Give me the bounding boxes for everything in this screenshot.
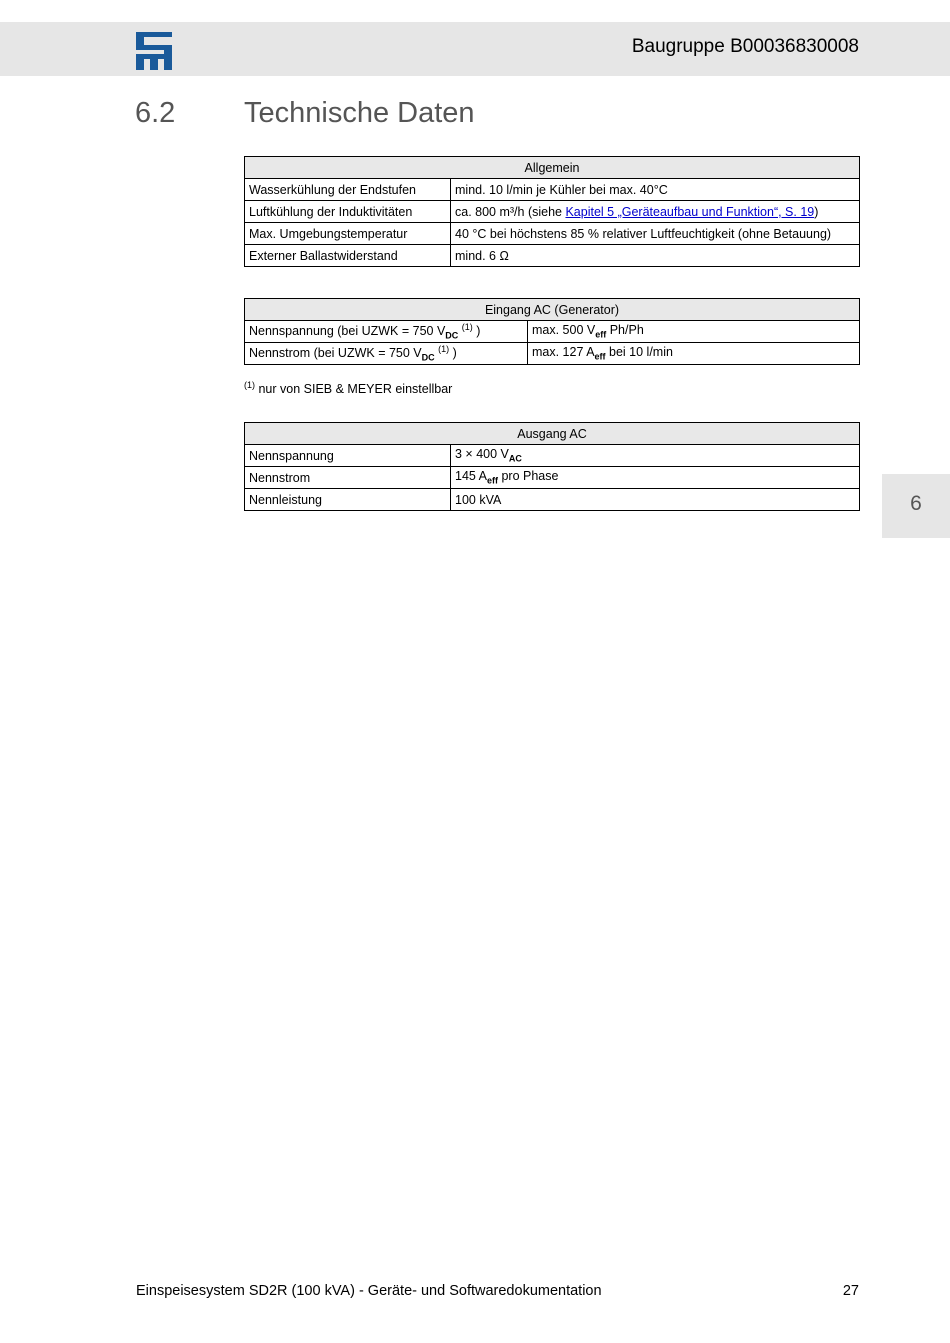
row-label: Wasserkühlung der Endstufen [245,179,451,201]
footer-doc-title: Einspeisesystem SD2R (100 kVA) - Geräte- und Softwaredokumentation [136,1283,602,1299]
table-ausgang [244,422,860,511]
header-title: Baugruppe B00036830008 [631,36,859,57]
row-label: Nennstrom [245,467,451,489]
table-row [245,467,860,489]
value-end: Ph/Ph [609,323,644,338]
row-label: Nennleistung [245,489,451,511]
label-text: Nennstrom (bei UZWK = 750 V [249,346,422,361]
row-value [451,201,860,223]
row-label: Luftkühlung der Induktivitäten [245,201,451,223]
sieb-meyer-logo-icon [136,32,172,70]
value-end: pro Phase [501,469,559,484]
table-row [245,179,860,201]
value-prefix: ca. 800 m³/h (siehe [455,204,566,219]
table-eingang [244,298,860,365]
table-row [245,489,860,511]
footer-page-number: 27 [842,1283,859,1299]
row-label: Externer Ballastwiderstand [245,245,451,267]
table-heading: Ausgang AC [245,423,860,445]
value-text: 3 × 400 V [455,447,509,462]
value-sub: AC [508,453,522,464]
table-row [245,201,860,223]
row-value: 100 kVA [451,489,860,511]
label-text: Nennspannung (bei UZWK = 750 V [249,324,446,339]
table-row [245,445,860,467]
footnote-ref: (1) [438,344,450,355]
chapter-link[interactable]: Kapitel 5 „Geräteaufbau und Funktion“, S. 19 [565,204,815,219]
row-label [245,343,528,365]
value-sub: eff [595,329,607,340]
footnote [244,380,452,396]
value-sub: eff [486,475,498,486]
section-title: Technische Daten [244,97,475,129]
table-heading: Allgemein [245,157,860,179]
label-sub: DC [421,352,435,363]
footnote-ref: (1) [461,322,473,333]
row-value [528,321,860,343]
row-value [451,467,860,489]
row-label: Nennspannung [245,445,451,467]
row-value: mind. 10 l/min je Kühler bei max. 40°C [451,179,860,201]
value-suffix: ) [814,204,819,219]
row-label: Max. Umgebungstemperatur [245,223,451,245]
row-value: 40 °C bei höchstens 85 % relativer Luftfeuchtigkeit (ohne Betauung) [451,223,860,245]
chapter-side-tab [882,474,950,538]
row-label [245,321,528,343]
value-sub: eff [594,351,606,362]
table-row [245,321,860,343]
value-text: max. 127 A [532,345,595,360]
footnote-mark: (1) [244,380,255,390]
value-text: 145 A [455,469,487,484]
footnote-text: nur von SIEB & MEYER einstellbar [258,382,453,397]
section-number: 6.2 [135,97,176,129]
value-text: max. 500 V [532,323,596,338]
table-heading: Eingang AC (Generator) [245,299,860,321]
label-end: ) [476,324,481,339]
label-end: ) [452,346,457,361]
label-sub: DC [445,330,459,341]
chapter-number: 6 [910,492,922,515]
table-row [245,343,860,365]
value-end: bei 10 l/min [609,345,673,360]
row-value [451,445,860,467]
row-value: mind. 6 Ω [451,245,860,267]
table-row [245,245,860,267]
row-value [528,343,860,365]
table-allgemein [244,156,860,267]
table-row [245,223,860,245]
